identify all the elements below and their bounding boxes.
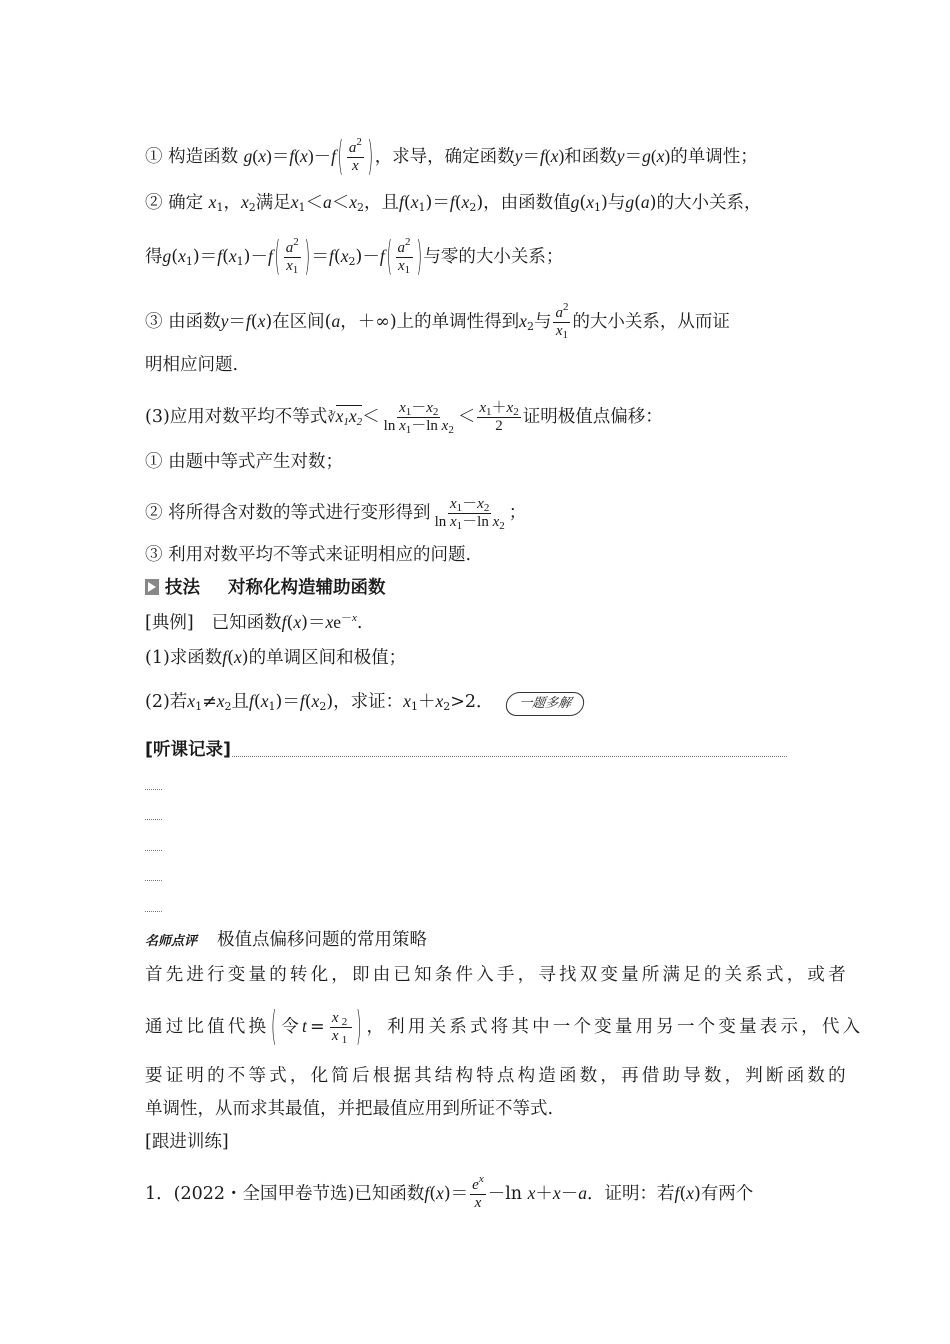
part3-line: (3)应用对数平均不等式$∛x_1x_2<$ $\frac{x_1-x_2}{\ln x_1-\ln x_2}$ ＜ $\frac{x_1+x_2}{2}$ 证明极值点偏移： [145,400,663,436]
notes-label: [听课记录] [145,740,231,760]
notes-line[interactable] [145,850,162,851]
notes-line[interactable] [145,819,162,820]
notes-line[interactable] [145,880,162,881]
notes-line[interactable] [145,789,162,790]
comment-body-3: 要证明的不等式，化简后根据其结构特点构造函数，再借助导数，判断函数的 [145,1066,849,1086]
step1-line: ① 构造函数 g(x)＝f(x)－f( $\frac{a^2}{x}$ )，求导，确定函数y＝f(x)和函数y＝g(x)的单调性； [145,134,758,181]
comment-body-2: 通过比值代换 ( 令t= $\frac{x_2}{x_1}$ ) ，利用关系式将其中一个变量用另一个变量表示，代入 [145,1004,864,1051]
comment-heading: 名师点评 极值点偏移问题的常用策略 [145,930,428,950]
technique-heading: 技法 对称化构造辅助函数 [145,576,386,600]
comment-body-1: 首先进行变量的转化，即由已知条件入手，寻找双变量所满足的关系式，或者 [145,965,849,985]
exercise1-line: 1．(2022・全国甲卷节选)已知函数f(x)＝ $\frac{e^x}{x}$ －ln x＋x－a．证明：若f(x)有两个 [145,1173,754,1211]
multi-solution-badge: 一题多解 [504,692,585,716]
part3-step2: ② 将所得含对数的等式进行变形得到 $\frac{x_1-x_2}{\ln x_1-\ln x_2}$ ； [145,496,527,532]
part3-step3: ③ 利用对数平均不等式来证明相应的问题. [145,545,472,565]
notes-line-main[interactable] [232,756,787,757]
notes-line[interactable] [145,911,162,912]
step2b-line: 得$g(x_1)=f(x_1)-f$( $\frac{a^2}{x_1}$ )$=f(x_2)-f$( $\frac{a^2}{x_1}$ )与零的大小关系； [145,234,564,281]
followup-label: [跟进训练] [145,1132,229,1152]
comment-body-4: 单调性，从而求其最值，并把最值应用到所证不等式. [145,1099,554,1119]
question2-line: (2)若$x_1\ne x_2$且$f(x_1)=f(x_2)$，求证：$x_1+x_2>2$． 一题多解 [145,689,584,716]
question1-line: (1)求函数f(x)的单调区间和极值； [145,647,407,668]
part3-step1: ① 由题中等式产生对数； [145,452,344,472]
example-line: [典例] 已知函数$f(x)=xe^{-x}$. [145,611,363,633]
step2-line: ② 确定 $x_1$，$x_2$满足$x_1<a<x_2$，且$f(x_1)=f(x_2)$，由函数值$g(x_1)$与g(a)的大小关系， [145,192,762,214]
step3-line: ③ 由函数y＝f(x)在区间(a，＋∞)上的单调性得到$x_2$与 $\frac{a^2}{x_1}$ 的大小关系，从而证 [145,301,730,341]
step3b-line: 明相应问题. [145,355,239,375]
play-icon [145,579,159,595]
